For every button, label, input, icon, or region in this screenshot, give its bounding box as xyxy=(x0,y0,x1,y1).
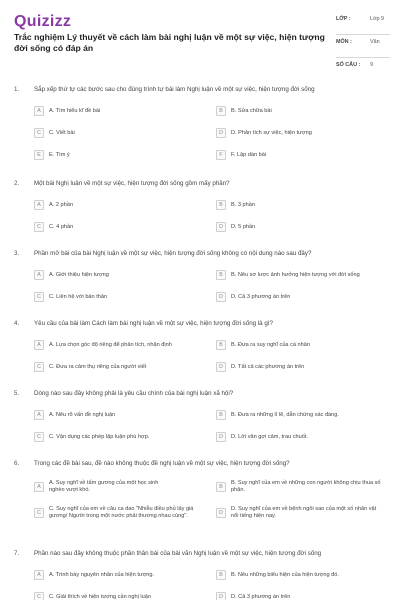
answer-options xyxy=(34,106,392,166)
option-text: B. Suy nghĩ của em về những con người không chịu thua số phận. xyxy=(231,480,381,493)
question-text: Phần nào sau đây không thuộc phần thân bài của bài văn Nghị luận về một sự việc, hiện tượng đời sống xyxy=(34,550,322,557)
option-text: B. Đưa ra những lí lẽ, dẫn chứng xác đáng. xyxy=(231,411,339,418)
option-text: A. Lựa chọn góc độ riêng để phân tích, nhận định xyxy=(49,341,172,348)
option-text: B. Nêu những biểu hiện của hiện tượng đó. xyxy=(231,571,339,578)
question-number: 3. xyxy=(14,250,20,257)
option-letter: B xyxy=(216,570,226,580)
question-number: 5. xyxy=(14,390,20,397)
question-number: 1. xyxy=(14,86,20,93)
option-letter: D xyxy=(216,222,226,232)
option-letter: C xyxy=(34,128,44,138)
question-number: 2. xyxy=(14,180,20,187)
subject-value: Văn xyxy=(370,39,380,45)
meta-row-grade xyxy=(336,12,390,35)
option-text: A. Giới thiệu hiện tượng xyxy=(49,271,109,278)
question-2 xyxy=(0,180,400,238)
option-d[interactable] xyxy=(216,222,392,232)
option-letter: B xyxy=(216,200,226,210)
question-text: Phần mở bài của bài Nghị luận về một sự việc, hiện tượng đời sống không có nội dung nào sau đây? xyxy=(34,250,312,257)
option-text: F. Lập dàn bài xyxy=(231,151,267,158)
option-letter: C xyxy=(34,292,44,302)
worksheet-header xyxy=(0,0,400,82)
question-7 xyxy=(0,550,400,600)
meta-row-count xyxy=(336,58,390,81)
option-letter: C xyxy=(34,508,44,518)
option-letter: B xyxy=(216,106,226,116)
option-a[interactable] xyxy=(34,480,210,494)
option-f[interactable] xyxy=(216,150,392,160)
grade-value: Lớp 9 xyxy=(370,16,385,22)
option-a[interactable] xyxy=(34,200,210,210)
option-letter: B xyxy=(216,410,226,420)
option-letter: D xyxy=(216,592,226,600)
option-text: A. 2 phần xyxy=(49,201,73,208)
option-text: A. Tìm hiểu kĩ đề bài xyxy=(49,107,101,114)
question-6 xyxy=(0,460,400,548)
answer-options xyxy=(34,410,392,448)
answer-options xyxy=(34,200,392,238)
option-text: C. Vận dụng các phép lập luận phù hợp. xyxy=(49,433,150,440)
option-b[interactable] xyxy=(216,410,392,420)
option-text: D. Cả 3 phương án trên xyxy=(231,293,291,300)
option-text: C. Liên hệ với bản thân xyxy=(49,293,108,300)
option-letter: A xyxy=(34,482,44,492)
option-a[interactable] xyxy=(34,106,210,116)
option-text: C. Giải thích về hiện tượng cần nghị luận xyxy=(49,593,151,600)
option-d[interactable] xyxy=(216,432,392,442)
question-5 xyxy=(0,390,400,448)
option-text: D. Tất cả các phương án trên xyxy=(231,363,305,370)
option-b[interactable] xyxy=(216,340,392,350)
option-c[interactable] xyxy=(34,362,210,372)
answer-options xyxy=(34,270,392,308)
option-letter: A xyxy=(34,410,44,420)
option-letter: A xyxy=(34,200,44,210)
option-c[interactable] xyxy=(34,432,210,442)
question-text: Dòng nào sau đây không phải là yêu cầu chính của bài nghị luận xã hội? xyxy=(34,390,234,397)
option-text: A. Suy nghĩ về tấm gương của một học sinh nghèo vượt khó. xyxy=(49,480,159,493)
option-letter: A xyxy=(34,570,44,580)
option-text: B. 3 phần xyxy=(231,201,255,208)
option-letter: D xyxy=(216,508,226,518)
subject-label: MÔN : xyxy=(336,39,352,45)
option-c[interactable] xyxy=(34,592,210,600)
answer-options xyxy=(34,570,392,600)
option-letter: C xyxy=(34,222,44,232)
option-letter: D xyxy=(216,292,226,302)
grade-label: LỚP : xyxy=(336,16,351,22)
option-text: D. Suy nghĩ của em về bệnh ngôi sao của một số nhân vật nổi tiếng hiện nay. xyxy=(231,506,377,519)
question-count-value: 9 xyxy=(370,62,373,68)
option-text: B. Sửa chữa bài xyxy=(231,107,272,114)
option-letter: D xyxy=(216,432,226,442)
worksheet-meta xyxy=(336,12,390,81)
option-text: C. Suy nghĩ của em về câu ca dao "Nhiễu điều phủ lấy giá gương/ Người trong một nước phải thương nhau cùng". xyxy=(49,506,194,519)
option-a[interactable] xyxy=(34,270,210,280)
option-letter: A xyxy=(34,106,44,116)
option-text: C. Đưa ra cảm thụ riêng của người viết xyxy=(49,363,147,370)
option-letter: D xyxy=(216,128,226,138)
option-d[interactable] xyxy=(216,128,392,138)
question-3 xyxy=(0,250,400,308)
option-letter: A xyxy=(34,270,44,280)
option-e[interactable] xyxy=(34,150,210,160)
option-c[interactable] xyxy=(34,128,210,138)
option-text: D. Lời văn gợi cảm, trau chuốt. xyxy=(231,433,308,440)
option-letter: B xyxy=(216,270,226,280)
option-a[interactable] xyxy=(34,410,210,420)
option-letter: B xyxy=(216,482,226,492)
option-text: C. 4 phần xyxy=(49,223,74,230)
meta-row-subject xyxy=(336,35,390,58)
question-4 xyxy=(0,320,400,378)
option-text: B. Đưa ra suy nghĩ của cá nhân xyxy=(231,341,310,348)
option-d[interactable] xyxy=(216,506,392,520)
option-letter: A xyxy=(34,340,44,350)
answer-options xyxy=(34,480,392,548)
question-1 xyxy=(0,86,400,166)
question-number: 6. xyxy=(14,460,20,467)
option-letter: C xyxy=(34,362,44,372)
option-b[interactable] xyxy=(216,570,392,580)
option-c[interactable] xyxy=(34,292,210,302)
question-text: Một bài Nghị luận về một sự việc, hiện tượng đời sống gồm mấy phần? xyxy=(34,180,230,187)
question-number: 7. xyxy=(14,550,20,557)
option-d[interactable] xyxy=(216,362,392,372)
option-text: A. Nêu rõ vấn đề nghị luận xyxy=(49,411,116,418)
option-letter: D xyxy=(216,362,226,372)
option-text: D. Phân tích sự việc, hiện tượng xyxy=(231,129,312,136)
question-number: 4. xyxy=(14,320,20,327)
question-text: Yêu cầu của bài làm Cách làm bài nghị luận về một sự việc, hiện tượng đời sống là gì? xyxy=(34,320,273,327)
option-b[interactable] xyxy=(216,270,392,280)
option-letter: E xyxy=(34,150,44,160)
option-b[interactable] xyxy=(216,480,392,494)
option-b[interactable] xyxy=(216,200,392,210)
option-text: D. Cả 3 phương án trên xyxy=(231,593,291,600)
option-letter: C xyxy=(34,432,44,442)
option-letter: F xyxy=(216,150,226,160)
option-c[interactable] xyxy=(34,222,210,232)
option-letter: B xyxy=(216,340,226,350)
quizizz-logo: Quizizz xyxy=(14,13,72,30)
option-text: C. Viết bài xyxy=(49,129,75,136)
option-a[interactable] xyxy=(34,570,210,580)
option-letter: C xyxy=(34,592,44,600)
option-text: A. Trình bày nguyên nhân của hiện tượng. xyxy=(49,571,155,578)
option-d[interactable] xyxy=(216,292,392,302)
option-a[interactable] xyxy=(34,340,210,350)
option-text: B. Nêu sơ lược ảnh hưởng hiện tượng với đời sống xyxy=(231,271,360,278)
option-text: E. Tìm ý xyxy=(49,151,70,158)
question-text: Sắp xếp thứ tự các bước sau cho đúng trình tự bài làm Nghị luận về một sự việc, hiện tượng đời sống xyxy=(34,86,315,93)
question-text: Trong các đề bài sau, đề nào không thuộc đề nghị luận về một sự việc, hiện tượng đời sống? xyxy=(34,460,290,467)
option-text: D. 5 phần xyxy=(231,223,256,230)
option-b[interactable] xyxy=(216,106,392,116)
option-d[interactable] xyxy=(216,592,392,600)
question-count-label: SỐ CÂU : xyxy=(336,62,361,68)
answer-options xyxy=(34,340,392,378)
worksheet-title: Trắc nghiệm Lý thuyết về cách làm bài nghị luận về một sự việc, hiện tượng đời sống có đáp án xyxy=(14,32,325,53)
option-c[interactable] xyxy=(34,506,210,520)
